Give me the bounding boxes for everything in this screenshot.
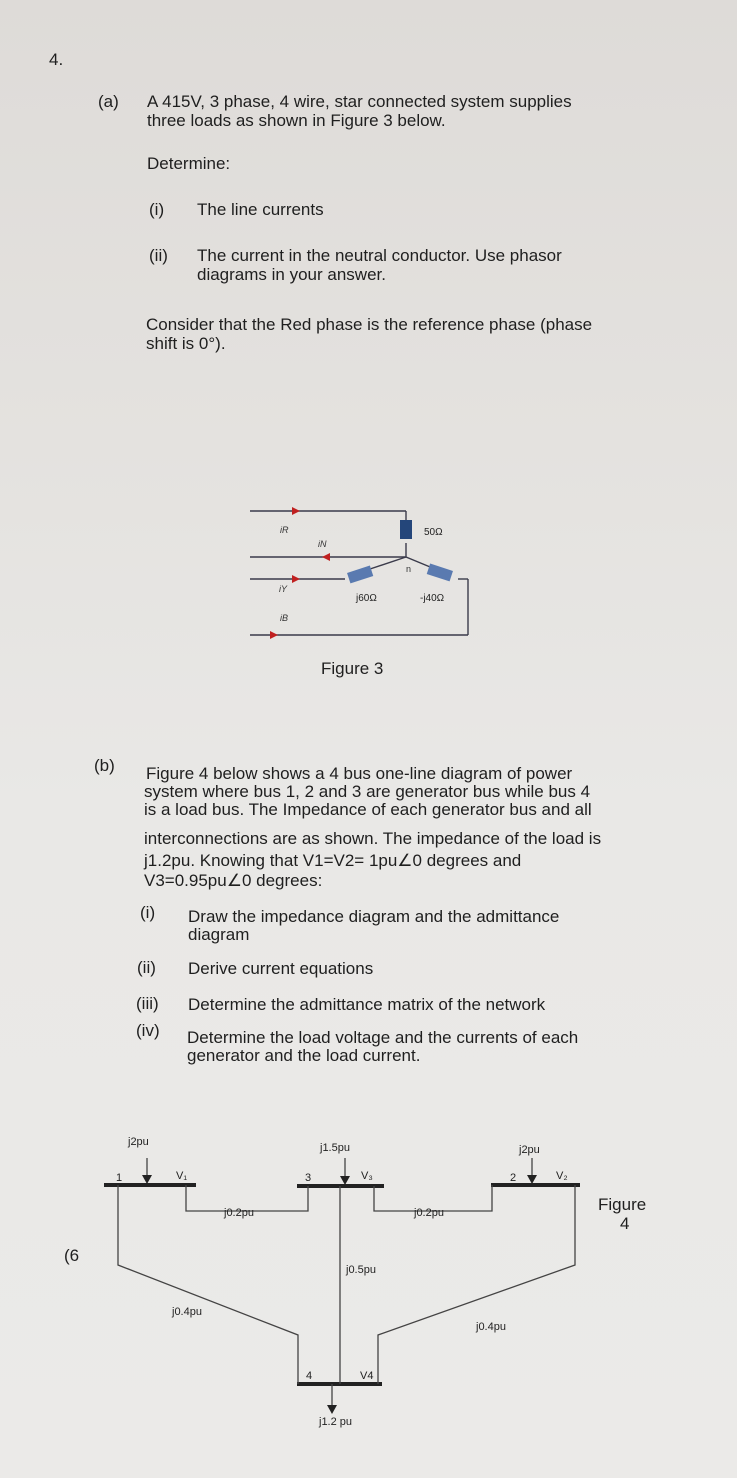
item-b-iv-line1: Determine the load voltage and the currents of each	[187, 1028, 579, 1047]
item-b-iv-line2: generator and the load current.	[187, 1046, 421, 1065]
margin-mark: (6	[64, 1246, 80, 1265]
line-2-4	[378, 1185, 575, 1384]
arrow-ir	[292, 507, 300, 515]
part-b-line3: is a load bus. The Impedance of each generator bus and all	[144, 800, 592, 819]
part-b-line1: Figure 4 below shows a 4 bus one-line diagram of power	[146, 764, 573, 783]
bus-3-gen-impedance: j1.5pu	[320, 1142, 350, 1154]
label-ir: iR	[280, 525, 289, 535]
arrow-in	[322, 553, 330, 561]
label-ib: iB	[280, 613, 289, 623]
item-b-i-line2: diagram	[188, 925, 250, 944]
bus-3-voltage: V₃	[361, 1170, 373, 1182]
item-b-iv-number: (iv)	[136, 1021, 160, 1040]
capacitor-j40-ohm	[427, 564, 453, 582]
label-z24: j0.4pu	[476, 1321, 506, 1333]
item-a-i-number: (i)	[149, 200, 165, 219]
item-a-i-text: The line currents	[197, 200, 324, 219]
arrow-ib	[270, 631, 278, 639]
load-arrow	[327, 1405, 337, 1414]
label-z34: j0.5pu	[346, 1264, 376, 1276]
load-impedance: j1.2 pu	[319, 1416, 353, 1428]
item-b-iii-text: Determine the admittance matrix of the network	[188, 995, 546, 1014]
label-50-ohm: 50Ω	[424, 527, 443, 538]
note-line1: Consider that the Red phase is the reference phase (phase	[146, 315, 593, 334]
inductor-j60-ohm	[347, 566, 373, 584]
figure-4-one-line-diagram	[0, 1125, 737, 1435]
figure-4-caption-line1: Figure	[598, 1195, 647, 1214]
item-b-i-line1: Draw the impedance diagram and the admittance	[188, 907, 560, 926]
item-a-ii-line2: diagrams in your answer.	[197, 265, 386, 284]
item-b-ii-text: Derive current equations	[188, 959, 374, 978]
label-j60-ohm: j60Ω	[356, 593, 377, 604]
label-z13: j0.2pu	[224, 1207, 254, 1219]
bus-4-number: 4	[306, 1370, 313, 1382]
determine-heading: Determine:	[147, 154, 231, 173]
bus-1-number: 1	[116, 1172, 123, 1184]
note-line2: shift is 0°).	[146, 334, 226, 353]
bus-2-number: 2	[510, 1172, 517, 1184]
item-a-ii-line1: The current in the neutral conductor. Use phasor	[197, 246, 562, 265]
label-neutral-n: n	[406, 564, 412, 574]
figure-3-circuit	[240, 495, 480, 645]
bus-2-gen-impedance: j2pu	[519, 1144, 540, 1156]
label-in: iN	[318, 539, 327, 549]
part-b-line4: interconnections are as shown. The impedance of the load is	[144, 829, 602, 848]
bus-3-number: 3	[305, 1172, 312, 1184]
bus-4-voltage: V4	[360, 1370, 374, 1382]
question-number: 4.	[49, 50, 64, 69]
bus-1-voltage: V₁	[176, 1170, 188, 1182]
resistor-50-ohm	[400, 520, 412, 539]
bus-2-voltage: V₂	[556, 1170, 568, 1182]
item-a-ii-number: (ii)	[149, 246, 168, 265]
arrow-iy	[292, 575, 300, 583]
figure-3-caption: Figure 3	[321, 659, 384, 678]
bus-1-gen-impedance: j2pu	[128, 1136, 149, 1148]
item-b-i-number: (i)	[140, 903, 156, 922]
part-a-text-line2: three loads as shown in Figure 3 below.	[147, 111, 446, 130]
label-j40-ohm: -j40Ω	[420, 593, 445, 604]
part-a-text-line1: A 415V, 3 phase, 4 wire, star connected system supplies	[147, 92, 572, 111]
item-b-iii-number: (iii)	[136, 994, 159, 1013]
part-b-line2: system where bus 1, 2 and 3 are generator bus while bus 4	[144, 782, 591, 801]
label-z32: j0.2pu	[414, 1207, 444, 1219]
part-b-line5: j1.2pu. Knowing that V1=V2= 1pu∠0 degrees and	[144, 851, 522, 870]
item-b-ii-number: (ii)	[137, 958, 156, 977]
part-a-label: (a)	[98, 92, 119, 111]
figure-4-caption-line2: 4	[620, 1214, 630, 1233]
line-1-4	[118, 1185, 298, 1384]
label-z14: j0.4pu	[172, 1306, 202, 1318]
part-b-label: (b)	[94, 756, 115, 775]
label-iy: iY	[279, 584, 288, 594]
part-b-line6: V3=0.95pu∠0 degrees:	[144, 871, 323, 890]
